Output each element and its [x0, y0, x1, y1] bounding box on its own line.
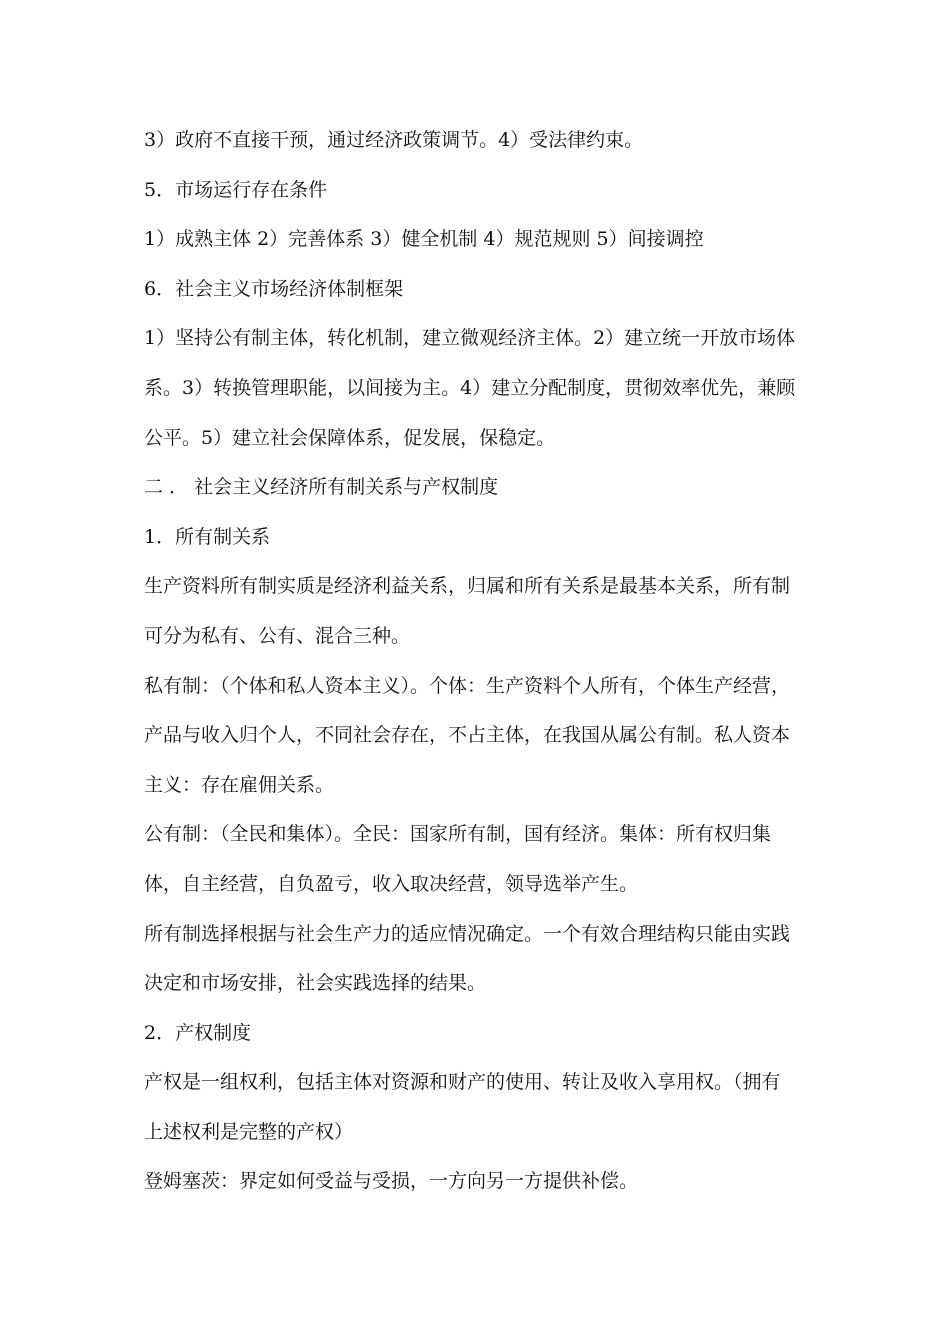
- line-ownership-choice-1: 所有制选择根据与社会生产力的适应情况确定。一个有效合理结构只能由实践: [144, 922, 791, 945]
- section-heading-ownership-property: 二 ． 社会主义经济所有制关系与产权制度: [144, 476, 499, 499]
- heading-property-rights: 2．产权制度: [144, 1021, 252, 1044]
- heading-socialist-market-framework: 6．社会主义市场经济体制框架: [144, 277, 404, 300]
- line-framework-3: 公平。5）建立社会保障体系，促发展，保稳定。: [144, 426, 556, 449]
- line-private-ownership-1: 私有制：（个体和私人资本主义）。个体：生产资料个人所有，个体生产经营，: [144, 674, 791, 697]
- heading-market-conditions: 5．市场运行存在条件: [144, 178, 328, 201]
- line-ownership-essence-2: 可分为私有、公有、混合三种。: [144, 624, 411, 647]
- line-government-regulation: 3）政府不直接干预，通过经济政策调节。4）受法律约束。: [144, 129, 644, 151]
- heading-ownership-relations: 1．所有制关系: [144, 525, 271, 548]
- line-demsetz: 登姆塞茨：界定如何受益与受损，一方向另一方提供补偿。: [144, 1170, 639, 1193]
- line-market-conditions-list: 1）成熟主体 2）完善体系 3）健全机制 4）规范规则 5）间接调控: [144, 228, 704, 251]
- line-public-ownership-1: 公有制：（全民和集体）。全民：国家所有制，国有经济。集体：所有权归集: [144, 823, 772, 846]
- line-private-ownership-3: 主义：存在雇佣关系。: [144, 773, 335, 796]
- line-property-rights-2: 上述权利是完整的产权）: [144, 1120, 354, 1143]
- line-private-ownership-2: 产品与收入归个人，不同社会存在，不占主体，在我国从属公有制。私人资本: [144, 724, 791, 747]
- line-public-ownership-2: 体，自主经营，自负盈亏，收入取决经营，领导选举产生。: [144, 872, 639, 895]
- line-framework-1: 1）坚持公有制主体，转化机制，建立微观经济主体。2）建立统一开放市场体: [144, 327, 796, 350]
- document-body: [144, 116, 824, 1207]
- line-framework-2: 系。3）转换管理职能，以间接为主。4）建立分配制度，贯彻效率优先，兼顾: [144, 376, 796, 399]
- line-property-rights-1: 产权是一组权利，包括主体对资源和财产的使用、转让及收入享用权。（拥有: [144, 1071, 781, 1094]
- line-ownership-essence-1: 生产资料所有制实质是经济利益关系，归属和所有关系是最基本关系，所有制: [144, 575, 791, 598]
- line-ownership-choice-2: 决定和市场安排，社会实践选择的结果。: [144, 972, 487, 995]
